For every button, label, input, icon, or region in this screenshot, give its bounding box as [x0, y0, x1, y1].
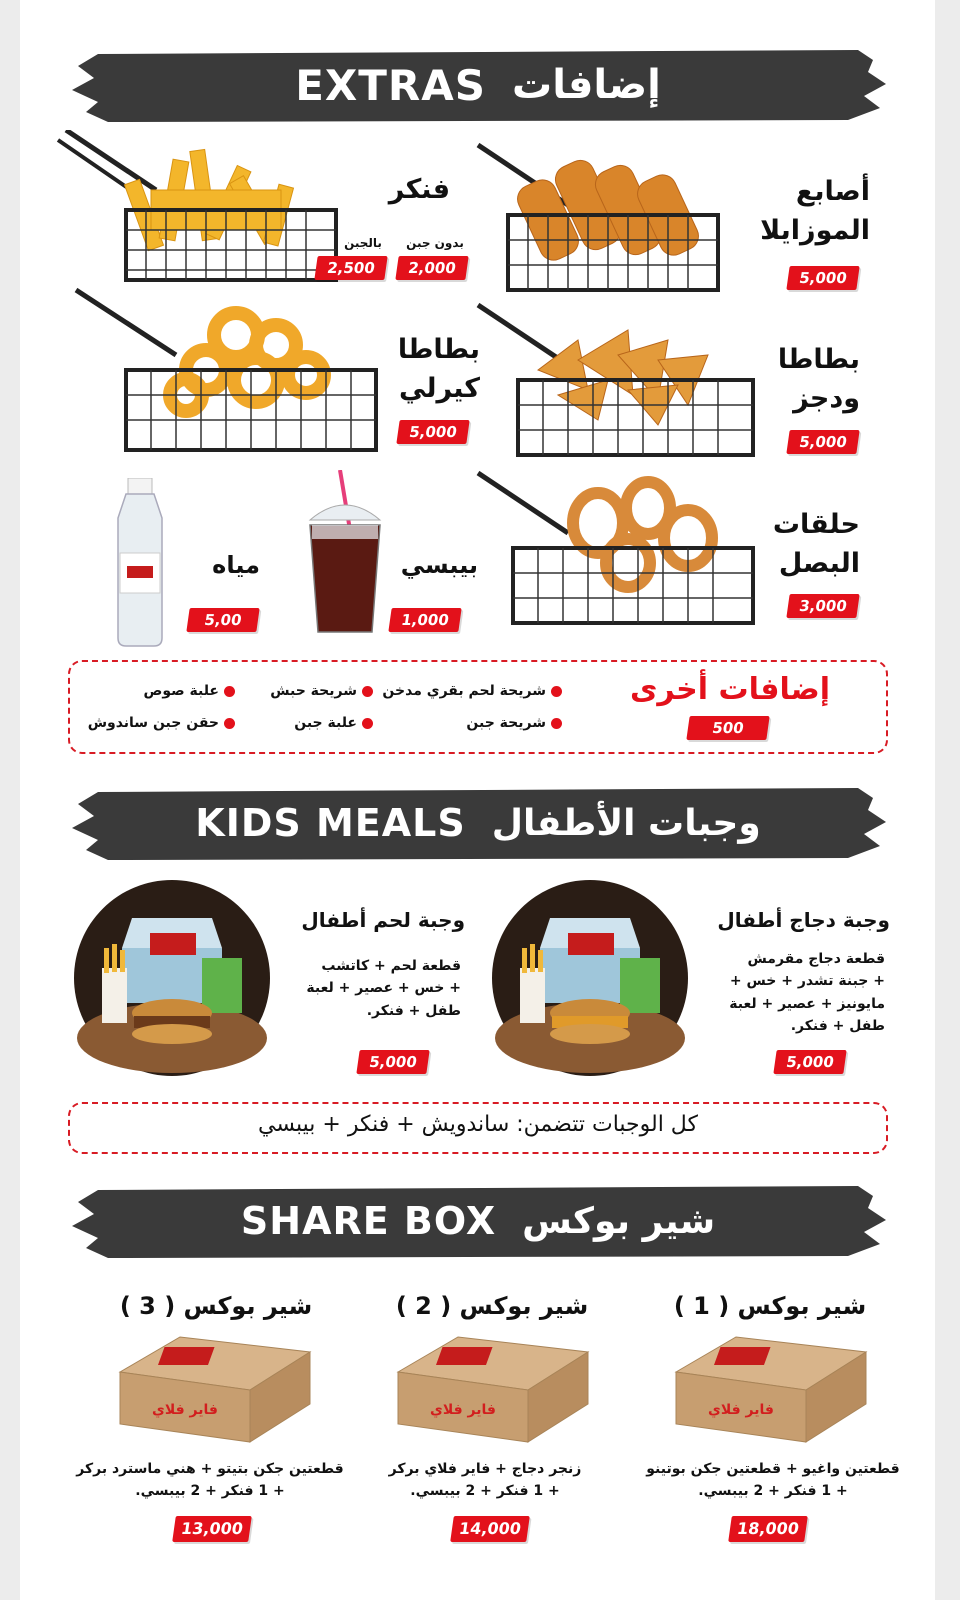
other-extra-item: علبة صوص	[144, 683, 236, 699]
other-extra-item: حقن جبن ساندوش	[88, 715, 235, 731]
other-extra-item: شريحة لحم بقري مدخن	[382, 683, 562, 699]
fries-basket-image	[46, 130, 346, 290]
share-banner	[68, 1182, 888, 1260]
share-box-2-price: 14,000	[450, 1516, 530, 1542]
box-print-label: فاير فلاي	[430, 1402, 496, 1418]
item-name-water: مياه	[212, 551, 260, 579]
other-extra-item: علبة جبن	[294, 715, 373, 731]
fries-plain-price: 2,000	[395, 256, 468, 280]
wedges-basket-image	[468, 300, 768, 465]
onion-rings-basket-image	[468, 468, 768, 638]
fries-option-plain-label: بدون جبن	[406, 236, 464, 250]
share-box-2-image	[388, 1332, 593, 1447]
box-print-label: فاير فلاي	[152, 1402, 218, 1418]
share-box-1-desc: قطعتين واغيو + قطعتين جكن بوتينو + 1 فنكر + 2 بيبسي.	[646, 1461, 900, 1500]
share-box-1-name: شير بوكس ( 1 )	[673, 1292, 867, 1320]
share-title-ar: شير بوكس	[522, 1200, 716, 1242]
item-name-curly-fries: بطاطا كيرلي	[397, 334, 480, 405]
kids-title-en: KIDS MEALS	[195, 801, 466, 845]
water-bottle-image	[100, 478, 180, 648]
share-box-3-image	[110, 1332, 315, 1447]
item-name-wedges: بطاطا ودجز	[777, 344, 860, 415]
share-title-en: SHARE BOX	[240, 1199, 497, 1243]
kids-beef-meal-price: 5,000	[356, 1050, 429, 1074]
box-print-label: فاير فلاي	[708, 1402, 774, 1418]
share-box-3-name: شير بوكس ( 3 )	[119, 1292, 313, 1320]
onion-rings-price: 3,000	[786, 594, 859, 618]
share-box-3-price: 13,000	[172, 1516, 252, 1542]
other-extra-item: شريحة حبش	[270, 683, 373, 699]
pepsi-price: 1,000	[388, 608, 461, 632]
brush-stroke-bg	[68, 784, 888, 862]
other-extras-price: 500	[686, 716, 769, 740]
kids-chicken-meal-price: 5,000	[773, 1050, 846, 1074]
curly-fries-price: 5,000	[396, 420, 469, 444]
fries-option-cheese-label: بالجبن	[344, 236, 382, 250]
wedges-price: 5,000	[786, 430, 859, 454]
share-box-2-name: شير بوكس ( 2 )	[395, 1292, 589, 1320]
mozzarella-basket-image	[468, 140, 748, 300]
share-box-3-desc: قطعتين جكن بتيتو + هني ماسترد بركر + 1 فنكر + 2 بيبسي.	[76, 1461, 344, 1500]
pepsi-cup-image	[300, 470, 390, 640]
kids-chicken-meal-name: وجبة دجاج أطفال	[717, 908, 890, 932]
extras-banner	[68, 46, 888, 124]
kids-title-ar: وجبات الأطفال	[491, 802, 761, 844]
share-box-1-price: 18,000	[728, 1516, 808, 1542]
kids-note-text: كل الوجبات تتضمن: ساندويش + فنكر + بيبسي	[258, 1112, 698, 1137]
item-name-pepsi: بيبسي	[400, 551, 478, 579]
kids-beef-meal-image	[72, 878, 272, 1078]
mozzarella-price: 5,000	[786, 266, 859, 290]
item-name-mozzarella: أصابع الموزايلا	[760, 176, 870, 247]
fries-cheese-price: 2,500	[314, 256, 387, 280]
item-name-fries: فنكر	[388, 174, 450, 205]
kids-chicken-meal-desc: قطعة دجاج مقرمش + جبنة تشدر + خس + مايونيز + عصير + لعبة طفل + فنكر.	[729, 951, 885, 1035]
other-extra-item: شريحة جبن	[466, 715, 562, 731]
kids-beef-meal-desc: قطعة لحم + كاتشب + خس + عصير + لعبة طفل + فنكر.	[306, 958, 461, 1019]
other-extras-title: إضافات أخرى	[629, 672, 831, 707]
share-box-1-image	[666, 1332, 871, 1447]
share-box-2-desc: زنجر دجاج + فاير فلاي بركر + 1 فنكر + 2 بيبسي.	[388, 1461, 582, 1500]
extras-title-en: EXTRAS	[295, 60, 487, 110]
extras-title-ar: إضافات	[512, 62, 661, 108]
kids-beef-meal-name: وجبة لحم أطفال	[301, 908, 465, 932]
water-price: 5,00	[186, 608, 259, 632]
menu-page	[20, 0, 935, 1600]
item-name-onion-rings: حلقات البصل	[772, 509, 860, 580]
kids-banner	[68, 784, 888, 862]
curly-fries-basket-image	[66, 285, 386, 460]
kids-chicken-meal-image	[490, 878, 690, 1078]
